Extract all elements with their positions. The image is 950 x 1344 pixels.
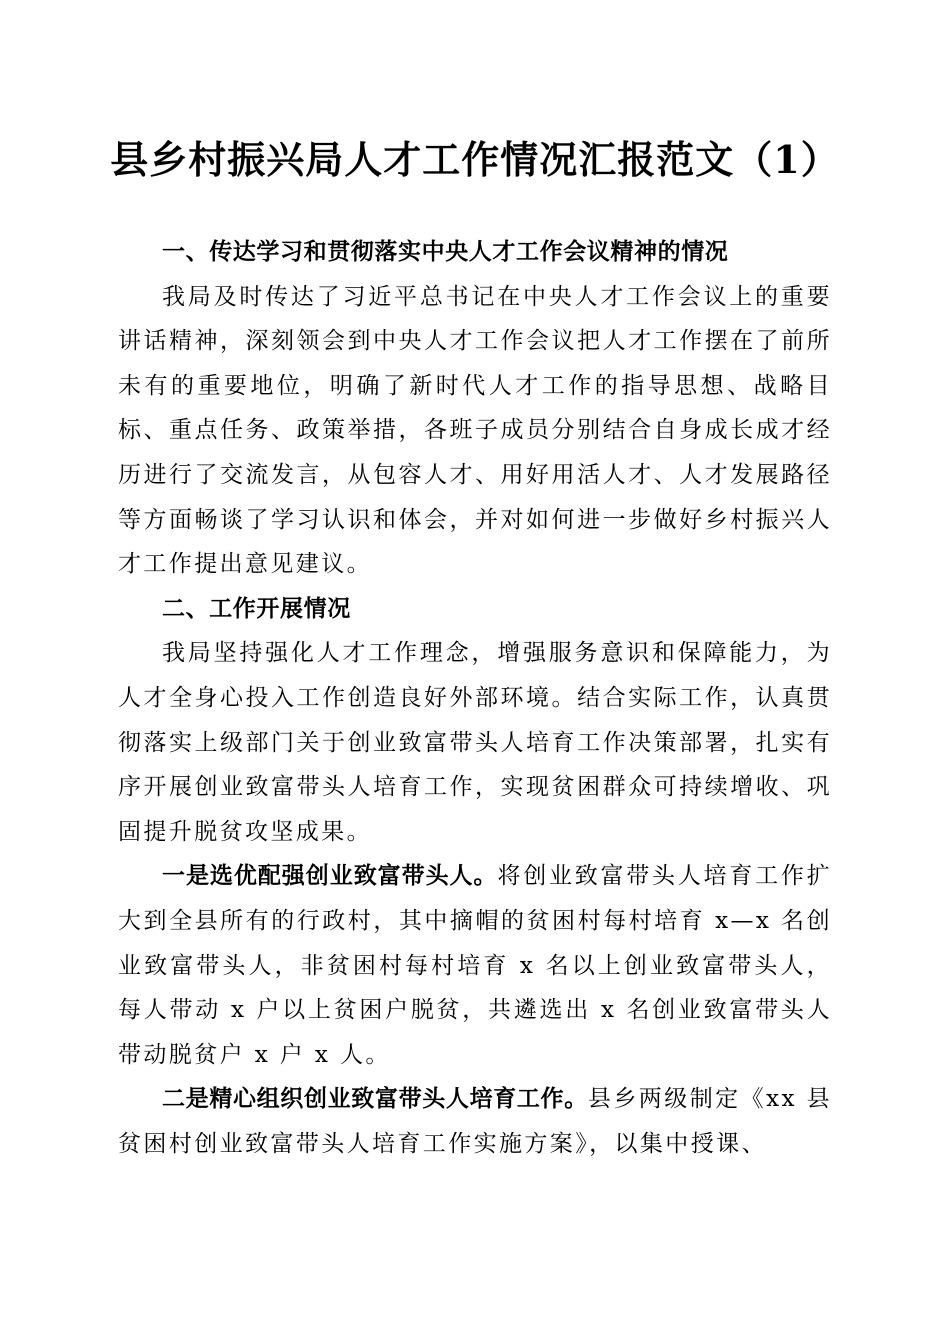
document-body (118, 230, 832, 1166)
section-1-paragraph: 我局及时传达了习近平总书记在中央人才工作会议上的重要讲话精神，深刻领会到中央人才工作会议把人才工作摆在了前所未有的重要地位，明确了新时代人才工作的指导思想、战略目标、重点任务、政策举措，各班子成员分别结合自身成长成才经历进行了交流发言，从包容人才、用好用活人才、人才发展路径等方面畅谈了学习认识和体会，并对如何进一步做好乡村振兴人才工作提出意见建议。 (118, 283, 832, 578)
section-2-item-2 (118, 1077, 832, 1166)
document-title: 县乡村振兴局人才工作情况汇报范文（1） (110, 137, 840, 182)
item-1-lead: 一是选优配强创业致富带头人。 (162, 863, 498, 890)
section-2-intro-paragraph: 我局坚持强化人才工作理念，增强服务意识和保障能力，为人才全身心投入工作创造良好外部环境。结合实际工作，认真贯彻落实上级部门关于创业致富带头人培育工作决策部署，扎实有序开展创业致富带头人培育工作，实现贫困群众可持续增收、巩固提升脱贫攻坚成果。 (118, 640, 832, 845)
item-2-text: 县乡两级制定《xx 县贫困村创业致富带头人培育工作实施方案》，以集中授课、 (118, 1086, 832, 1157)
item-1-text: 将创业致富带头人培育工作扩大到全县所有的行政村，其中摘帽的贫困村每村培育 x—x 名创业致富带头人，非贫困村每村培育 x 名以上创业致富带头人，每人带动 x 户以上贫困户脱贫，共遴选出 x 名创业致富带头人带动脱贫户 x 户 x 人。 (118, 863, 833, 1068)
item-2-lead: 二是精心组织创业致富带头人培育工作。 (162, 1086, 588, 1113)
section-2-item-1 (118, 854, 832, 1077)
section-heading-1: 一、传达学习和贯彻落实中央人才工作会议精神的情况 (162, 239, 729, 265)
section-heading-2: 二、工作开展情况 (162, 595, 351, 622)
